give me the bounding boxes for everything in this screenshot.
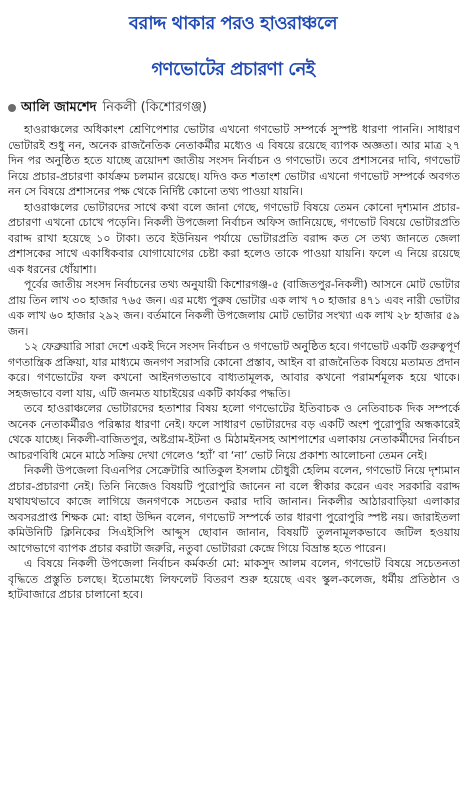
article-paragraph: ১২ ফেব্রুয়ারি সারা দেশে একই দিনে সংসদ নির্বাচন ও গণভোট অনুষ্ঠিত হবে। গণভোট একটি গুরুত্বপূর্ণ গণতান্ত্রিক প্রক্রিয়া, যার মাধ্যমে জনগণ সরাসরি কোনো প্রস্তাব, আইন বা রাজনৈতিক বিষয়ে মতামত প্রদান করে। গণভোটের ফল কখনো আইনগতভাবে বাধ্যতামূলক, আবার কখনো পরামর্শমূলক হয়ে থাকে। সহজভাবে বলা যায়, এটি জনমত যাচাইয়ের একটি কার্যকর পদ্ধতি।: [8, 340, 460, 400]
article-paragraph: হাওরাঞ্চলের ভোটারদের সাথে কথা বলে জানা গেছে, গণভোট বিষয়ে তেমন কোনো দৃশ্যমান প্রচার-প্রচারণা এখনো চোখে পড়েনি। নিকলী উপজেলা নির্বাচন অফিস জানিয়েছে, গণভোট বিষয়ে ভোটারপ্রতি বরাদ্দ রাখা হয়েছে ১০ টাকা। তবে ইউনিয়ন পর্যায়ে ভোটারপ্রতি বরাদ্দ কত সে তথ্য জানতে জেলা প্রশাসকের সাথে একাধিকবার যোগাযোগের চেষ্টা করা হলেও তাকে পাওয়া যায়নি। ফলে এ নিয়ে রয়েছে এক ধরনের ধোঁয়াশা।: [8, 200, 460, 276]
headline-line-1: বরাদ্দ থাকার পরও হাওরাঞ্চলে: [128, 13, 338, 34]
byline: [8, 99, 460, 117]
byline-author: আলি জামশেদ: [21, 100, 97, 115]
article-paragraph: তবে হাওরাঞ্চলের ভোটারদের হতাশার বিষয় হলো গণভোটের ইতিবাচক ও নেতিবাচক দিক সম্পর্কে অনেক নেতাকর্মীরও পরিষ্কার ধারণা নেই। ফলে সাধারণ ভোটারদের বড় একটি অংশ পুরোপুরি অন্ধকারেই থেকে যাচ্ছে। নিকলী-বাজিতপুর, অষ্টগ্রাম-ইটনা ও মিঠামইনসহ আশপাশের এলাকায় নেতাকর্মীদের নির্বাচন আচরণবিধি মেনে মাঠে সক্রিয় দেখা গেলেও ‘হ্যাঁ’ বা ‘না’ ভোট নিয়ে প্রকাশ্য আলোচনা তেমন নেই।: [8, 402, 460, 462]
byline-location: নিকলী (কিশোরগঞ্জ): [102, 100, 208, 115]
bullet-dot-icon: [8, 104, 16, 112]
article-paragraph: হাওরাঞ্চলের অধিকাংশ শ্রেণিপেশার ভোটার এখনো গণভোট সম্পর্কে সুস্পষ্ট ধারণা পাননি। সাধারণ ভোটারই শুধু নন, অনেক রাজনৈতিক নেতাকর্মীর মধ্যেও এ বিষয়ে রয়েছে ব্যাপক অজ্ঞতা। আর মাত্র ২৭ দিন পর অনুষ্ঠিত হতে যাচ্ছে ত্রয়োদশ জাতীয় সংসদ নির্বাচন ও গণভোট। তবে প্রশাসনের দাবি, গণভোট নিয়ে প্রচার-প্রচারণা কার্যক্রম চলমান রয়েছে। যদিও কত শতাংশ ভোটার এখনো গণভোট সম্পর্কে অবগত নন সে বিষয়ে প্রশাসনের পক্ষ থেকে নির্দিষ্ট কোনো তথ্য পাওয়া যায়নি।: [8, 123, 460, 198]
article-paragraph: পূর্বের জাতীয় সংসদ নির্বাচনের তথ্য অনুযায়ী কিশোরগঞ্জ-৫ (বাজিতপুর-নিকলী) আসনে মোট ভোটার প্রায় তিন লাখ ৩০ হাজার ৭৬৫ জন। এর মধ্যে পুরুষ ভোটার এক লাখ ৭০ হাজার ৪৭১ এবং নারী ভোটার এক লাখ ৬০ হাজার ২৯২ জন। বর্তমানে নিকলী উপজেলায় মোট ভোটার সংখ্যা এক লাখ ২৮ হাজার ৫৯ জন।: [8, 278, 460, 338]
headline-line-2: গণভোটের প্রচারণা নেই: [151, 59, 315, 80]
article-paragraph: নিকলী উপজেলা বিএনপির সেক্রেটারি আতিকুল ইসলাম চৌধুরী হেলিম বলেন, গণভোট নিয়ে দৃশ্যমান প্রচার-প্রচারণা নেই। তিনি নিজেও বিষয়টি পুরোপুরি জানেন না বলে স্বীকার করেন এবং সরকারি বরাদ্দ যথাযথভাবে কাজে লাগিয়ে জনগণকে সচেতন করার দাবি জানান। নিকলীর আঠারবাড়িয়া এলাকার অবসরপ্রাপ্ত শিক্ষক মো: বাহা উদ্দিন বলেন, গণভোট সম্পর্কে তার ধারণা পুরোপুরি স্পষ্ট নয়। জারাইতলা কমিউনিটি ক্লিনিকের সিএইসিপি আব্দুস ছোবান জানান, বিষয়টি তুলনামূলকভাবে জটিল হওয়ায় আগেভাগে ব্যাপক প্রচার করাটা জরুরি, নতুবা ভোটাররা কেন্দ্রে গিয়ে বিভ্রান্ত হতে পারেন।: [8, 464, 460, 555]
article-body: [8, 122, 460, 800]
article-paragraph: এ বিষয়ে নিকলী উপজেলা নির্বাচন কর্মকর্তা মো: মাকসুদ আলম বলেন, গণভোট বিষয়ে সচেতনতা বৃদ্ধিতে প্রস্তুতি চলছে। ইতোমধ্যে লিফলেট বিতরণ শুরু হয়েছে এবং স্কুল-কলেজ, ধর্মীয় প্রতিষ্ঠান ও হাটবাজারে প্রচার চালানো হবে।: [8, 557, 460, 601]
